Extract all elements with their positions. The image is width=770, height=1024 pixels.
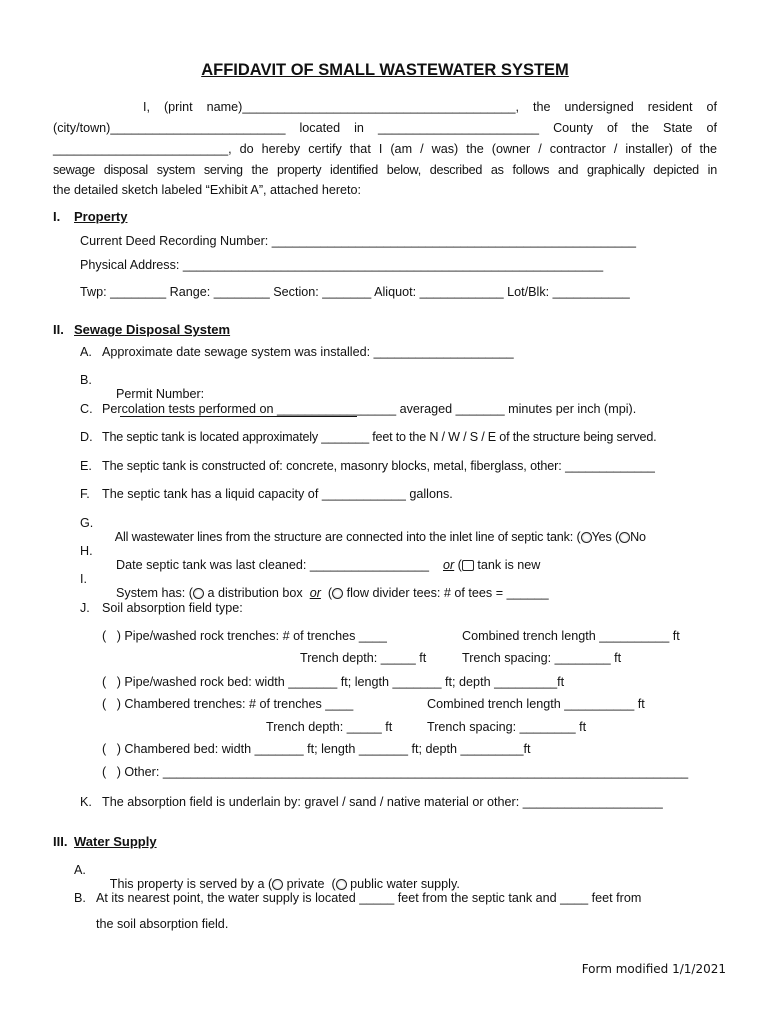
inlet-no-label: No [630,530,646,544]
pipe-bed-option[interactable]: ( ) Pipe/washed rock bed: width _______ ft; length _______ ft; depth _________ft [102,675,565,689]
deed-recording-field[interactable]: Current Deed Recording Number: ____________________________________________________ [80,234,637,248]
item-c-letter: C. [80,402,93,416]
tank-material-field[interactable]: The septic tank is constructed of: concrete, masonry blocks, metal, fiberglass, other: _____________ [102,459,655,473]
or-label: or [442,558,455,572]
chambered-bed-option[interactable]: ( ) Chambered bed: width _______ ft; length _______ ft; depth _________ft [102,742,531,756]
item-k-letter: K. [80,795,92,809]
section-2-heading: Sewage Disposal System [74,322,231,337]
public-water-label: public water supply. [346,877,460,891]
twp-range-section-field[interactable]: Twp: ________ Range: ________ Section: _______ Aliquot: ____________ Lot/Blk: ___________ [80,285,630,299]
private-water-radio[interactable] [272,879,283,890]
item-j-letter: J. [80,601,90,615]
item-d-letter: D. [80,430,93,444]
item-a-letter: A. [80,345,92,359]
water-distance-continued: the soil absorption field. [96,917,229,931]
tank-location-field[interactable]: The septic tank is located approximately _______ feet to the N / W / S / E of the structure being served. [102,430,657,444]
pipe-trench-depth-field[interactable]: Trench depth: _____ ft [300,651,427,665]
pipe-combined-length-field[interactable]: Combined trench length __________ ft [462,629,680,643]
section-2-numeral: II. [53,322,64,337]
item-b-letter: B. [80,373,92,387]
section-1-numeral: I. [53,209,61,224]
install-date-field[interactable]: Approximate date sewage system was installed: ____________________ [102,345,514,359]
inlet-yes-label: Yes ( [591,530,620,544]
paren-label-2: ( [320,586,333,600]
last-cleaned-field[interactable]: Date septic tank was last cleaned: _________________ [116,558,433,572]
chambered-trench-depth-field[interactable]: Trench depth: _____ ft [266,720,393,734]
item-f-letter: F. [80,487,90,501]
water-distance-field[interactable]: At its nearest point, the water supply is located _____ feet from the septic tank and ____ feet from [96,891,642,905]
item-h-letter: H. [80,544,93,558]
underlain-field[interactable]: The absorption field is underlain by: gravel / sand / native material or other: ____________________ [102,795,663,809]
intro-line-2: (city/town)_________________________ located in _______________________ County of the State of [53,121,717,135]
soil-absorption-label: Soil absorption field type: [102,601,243,615]
paren-label: ( [454,558,462,572]
intro-line-5: the detailed sketch labeled “Exhibit A”, attached hereto: [53,183,362,197]
flow-divider-radio[interactable] [332,588,343,599]
section-3-heading: Water Supply [74,834,157,849]
tank-capacity-field[interactable]: The septic tank has a liquid capacity of ____________ gallons. [102,487,453,501]
section-3-numeral: III. [53,834,68,849]
inlet-no-radio[interactable] [619,532,630,543]
chambered-combined-length-field[interactable]: Combined trench length __________ ft [427,697,645,711]
tank-new-checkbox[interactable] [462,560,474,571]
chambered-trench-spacing-field[interactable]: Trench spacing: ________ ft [427,720,587,734]
pipe-trenches-option[interactable]: ( ) Pipe/washed rock trenches: # of trenches ____ [102,629,387,643]
water-served-label: This property is served by a ( [109,877,273,891]
intro-line-4: sewage disposal system serving the property identified below, described as follows and graphically depicted in [53,163,717,177]
form-modified-footer: Form modified 1/1/2021 [581,962,726,976]
chambered-trenches-option[interactable]: ( ) Chambered trenches: # of trenches ____ [102,697,354,711]
tank-new-label: tank is new [473,558,541,572]
permit-number-label: Permit Number: [116,387,205,401]
intro-line-1: I, (print name)_______________________________________, the undersigned resident of [143,100,717,114]
physical-address-field[interactable]: Physical Address: ____________________________________________________________ [80,258,604,272]
item-e-letter: E. [80,459,92,473]
item-3a-letter: A. [74,863,86,877]
flow-divider-field[interactable]: flow divider tees: # of tees = ______ [343,586,549,600]
system-has-label: System has: ( [116,586,193,600]
section-1-heading: Property [74,209,128,224]
item-i-letter: I. [80,572,87,586]
inlet-yes-radio[interactable] [581,532,592,543]
percolation-field[interactable]: Percolation tests performed on _________________ averaged _______ minutes per inch (mpi). [102,402,637,416]
pipe-trench-spacing-field[interactable]: Trench spacing: ________ ft [462,651,622,665]
item-3b-letter: B. [74,891,86,905]
intro-line-3: _________________________, do hereby certify that I (am / was) the (owner / contractor / installer) of the [53,142,717,156]
distribution-box-label: a distribution box [203,586,310,600]
public-water-radio[interactable] [336,879,347,890]
inlet-connected-label: All wastewater lines from the structure are connected into the inlet line of septic tank: ( [114,530,581,544]
other-option[interactable]: ( ) Other: ___________________________________________________________________________ [102,765,689,779]
or-label-2: or [309,586,321,600]
distribution-box-radio[interactable] [193,588,204,599]
private-water-label: private ( [283,877,336,891]
item-g-letter: G. [80,516,94,530]
page-title: AFFIDAVIT OF SMALL WASTEWATER SYSTEM [201,61,569,79]
